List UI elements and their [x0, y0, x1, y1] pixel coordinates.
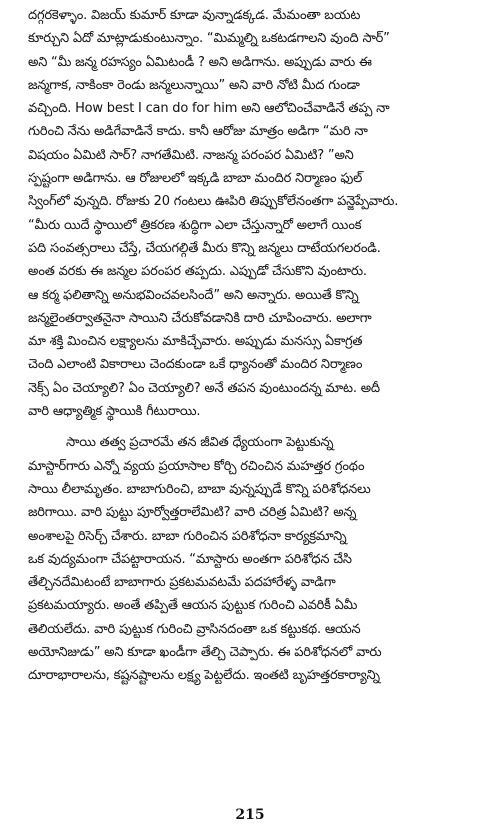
text-line: జరిగాయి. వారి పుట్టు పూర్వోత్తరాలేమిటి? వారి చరిత్ర ఏమిటి? అన్న	[28, 505, 357, 521]
page-number: 215	[235, 807, 265, 823]
text-line: స్పష్టంగా అడిగాను. ఆ రోజులలో ఇక్కడి బాబా మందిర నిర్మాణం ఫుల్	[28, 171, 363, 187]
text-line: ప్రకటమయ్యారు. అంతే తప్పితే ఆయన పుట్టుక గురించి ఎవరికీ ఏమీ	[28, 598, 358, 614]
text-line: అంశాలపై రిసెర్చ్ చేశారు. బాబా గురించిన పరిశోధనా కార్యక్రమాన్ని	[28, 528, 347, 544]
text-line: పది సంవత్సరాలు చేస్తే, చేయగల్గితే మీరు కొన్ని జన్మలు దాటేయగలరండి.	[28, 240, 381, 256]
paragraph-1	[28, 4, 490, 423]
text-line: జన్మలైంతర్వాతనైనా సాయిని చేరుకోవడానికి దారి చూపించారు. అలాగా	[28, 310, 372, 326]
text-line: వారి ఆధ్యాత్మిక స్థాయికి గీటురాయి.	[28, 404, 201, 420]
text-line: విషయం ఏమిటి సార్? నాగతేమిటి. నాజన్మ పరంపర ఏమిటి? ”అని	[28, 147, 354, 163]
text-line: వచ్చింది. How best I can do for him అని ఆలోచించేవాడినే తప్ప నా	[28, 101, 390, 117]
text-line: దూరాభారాలను, కష్టనష్టాలను లక్ష్య పెట్టలేదు. ఇంతటి బృహత్తరకార్యాన్ని	[28, 668, 380, 684]
text-line: మా శక్తి మించిన లక్ష్యాలను మాకిచ్చేవారు. అప్పుడు మనస్సు ఏకాగ్రత	[28, 334, 363, 350]
text-line: సాయి లీలామృతం. బాబాగురించి, బాబా వున్నప్పుడే కొన్ని పరిశోధనలు	[28, 481, 371, 497]
text-line: నెక్స్ ఏం చెయ్యాలి? ఏం చెయ్యాలి? అనే తపన వుంటుందన్న మాట. అదీ	[28, 380, 380, 396]
text-line: కూర్చుని ఏదో మాట్లాడుకుంటున్నాం. “మిమ్మల్ని ఒకటడగాలని వుంది సార్”	[28, 31, 390, 47]
text-line: ఒక వుద్యమంగా చేపట్టారాయన. “మాస్టారు అంతగా పరిశోధన చేసి	[28, 551, 352, 567]
text-line: గురించి నేను అడిగేవాడినే కాదు. కానీ ఆరోజు మాత్రం అడిగా “మరి నా	[28, 124, 368, 140]
text-line: తెలియలేదు. వారి పుట్టుక గురించి వ్రాసినదంతా ఒక కట్టుకథ. ఆయన	[28, 621, 361, 637]
text-line: తేల్చినదేమిటంటే బాబాగారు ప్రకటమవటమే పదహారేళ్ళ వాడిగా	[28, 575, 336, 591]
text-line: అయోనిజుడు” అని కూడా ఖండీగా తేల్చి చెప్పారు. ఈ పరిశోధనలో వారు	[28, 645, 382, 661]
text-line: దగ్గరకెళ్ళాం. విజయ్ కుమార్ కూడా వున్నాడక్కడ. మేమంతా బయట	[28, 8, 361, 23]
text-line: సాయి తత్వ ప్రచారమే తన జీవిత ధ్యేయంగా పెట్టుకున్న	[66, 435, 334, 451]
text-line: “మీరు యిదే స్థాయిలో త్రికరణ శుద్ధిగా ఎలా చేస్తున్నారో అలాగే యింక	[28, 217, 362, 233]
text-line: ఆ కర్మ ఫలితాన్ని అనుభవించవలసిందే” అని అన్నారు. అయితే కొన్ని	[28, 287, 359, 303]
paragraph-gap	[28, 423, 490, 431]
text-line: అంత వరకు ఈ జన్మల పరంపర తప్పదు. ఎప్పుడో చేసుకొని వుంటారు.	[28, 264, 367, 280]
text-line: మాస్టార్‌గారు ఎన్నో వ్యయ ప్రయాసాల కోర్చి రచించిన మహత్తర గ్రంథం	[28, 458, 365, 474]
text-line: అని “మీ జన్మ రహస్యం ఏమిటండీ ? అని అడిగాను. అప్పుడు వారు ఈ	[28, 54, 372, 70]
text-line: స్వింగ్‌లో వున్నది. రోజుకు 20 గంటలు ఊపిరి తిప్పుకోలేనంతగా పన్జెప్పేవారు.	[28, 194, 399, 210]
text-line: జన్మగాక, నాకింకా రెండు జన్మలున్నాయి” అని వారి నోటి మీద గుండా	[28, 77, 360, 93]
text-line: చెంది ఎలాంటి వికారాలు చెందకుండా ఒకే ధ్యానంతో మందిర నిర్మాణం	[28, 357, 363, 373]
paragraph-2	[28, 431, 490, 687]
